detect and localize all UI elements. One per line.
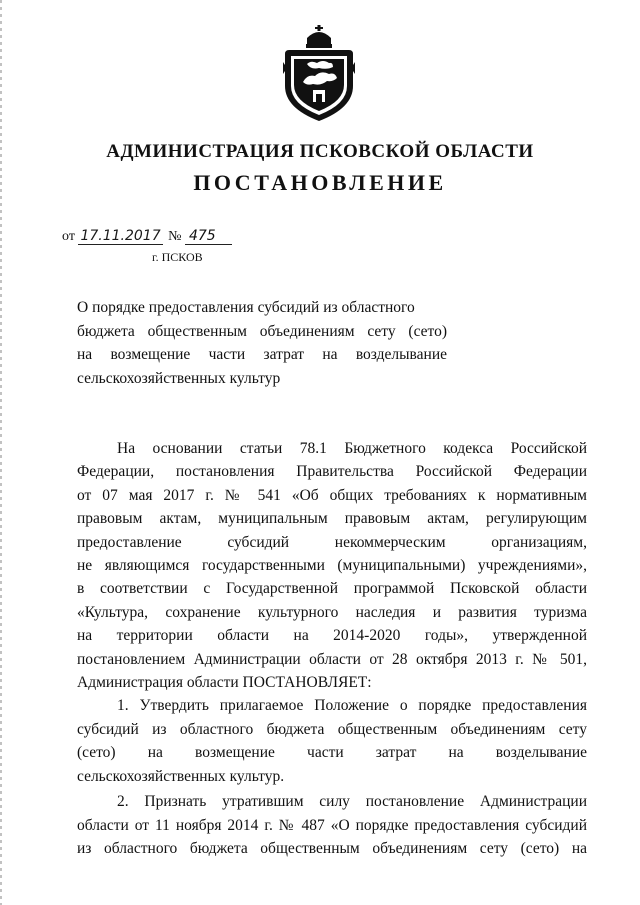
document-body [77, 437, 587, 860]
number-label: № [168, 229, 182, 244]
body-line: предоставление субсидий некоммерческим организациям, [77, 533, 587, 551]
subject-line: на возмещение части затрат на возделывание [77, 346, 447, 363]
body-line: 1. Утвердить прилагаемое Положение о порядке предоставления [117, 697, 587, 715]
body-line: на территории области на 2014-2020 годы», утвержденной [77, 627, 587, 645]
body-line: (сето) на возмещение части затрат на возделывание [77, 744, 587, 762]
body-line: На основании статьи 78.1 Бюджетного кодекса Российской [117, 440, 587, 457]
body-line: сельскохозяйственных культур. [77, 767, 285, 785]
document-type-title: ПОСТАНОВЛЕНИЕ [193, 170, 447, 195]
body-line: из областного бюджета общественным объединениям сету (сето) на [77, 839, 587, 857]
date-prefix: от [62, 229, 75, 244]
agency-title: АДМИНИСТРАЦИЯ ПСКОВСКОЙ ОБЛАСТИ [106, 141, 534, 162]
body-line: «Культура, сохранение культурного наследия и развития туризма [77, 603, 587, 621]
body-line: Федерации, постановления Правительства Российской Федерации [77, 463, 587, 481]
pskov-coat-of-arms-icon [277, 24, 361, 124]
subject-line: О порядке предоставления субсидий из областного [77, 299, 415, 316]
subject-line: сельскохозяйственных культур [77, 369, 281, 387]
body-line: субсидий из областного бюджета общественным объединениям сету [77, 720, 587, 738]
document-date: 17.11.2017 [80, 228, 161, 244]
body-line: от 07 мая 2017 г. № 541 «Об общих требованиях к нормативным [77, 486, 587, 504]
body-line: постановлением Администрации области от 28 октября 2013 г. № 501, [77, 650, 587, 668]
body-line: области от 11 ноября 2014 г. № 487 «О порядке предоставления субсидий [77, 816, 587, 834]
body-line: правовым актам, муниципальным правовым актам, регулирующим [77, 510, 587, 528]
scan-edge-decoration [0, 0, 2, 905]
document-subject [77, 296, 447, 390]
city-label: г. ПСКОВ [152, 250, 203, 264]
body-line: в соответствии с Государственной программой Псковской области [77, 580, 587, 598]
date-number-line [62, 228, 232, 245]
body-line: не являющимся государственными (муниципальными) учреждениями», [77, 557, 587, 575]
document-number: 475 [185, 228, 232, 245]
body-line: Администрация области ПОСТАНОВЛЯЕТ: [77, 674, 372, 692]
subject-line: бюджета общественным объединениям сету (сето) [77, 322, 447, 340]
body-line: 2. Признать утратившим силу постановление Администрации [117, 793, 587, 811]
